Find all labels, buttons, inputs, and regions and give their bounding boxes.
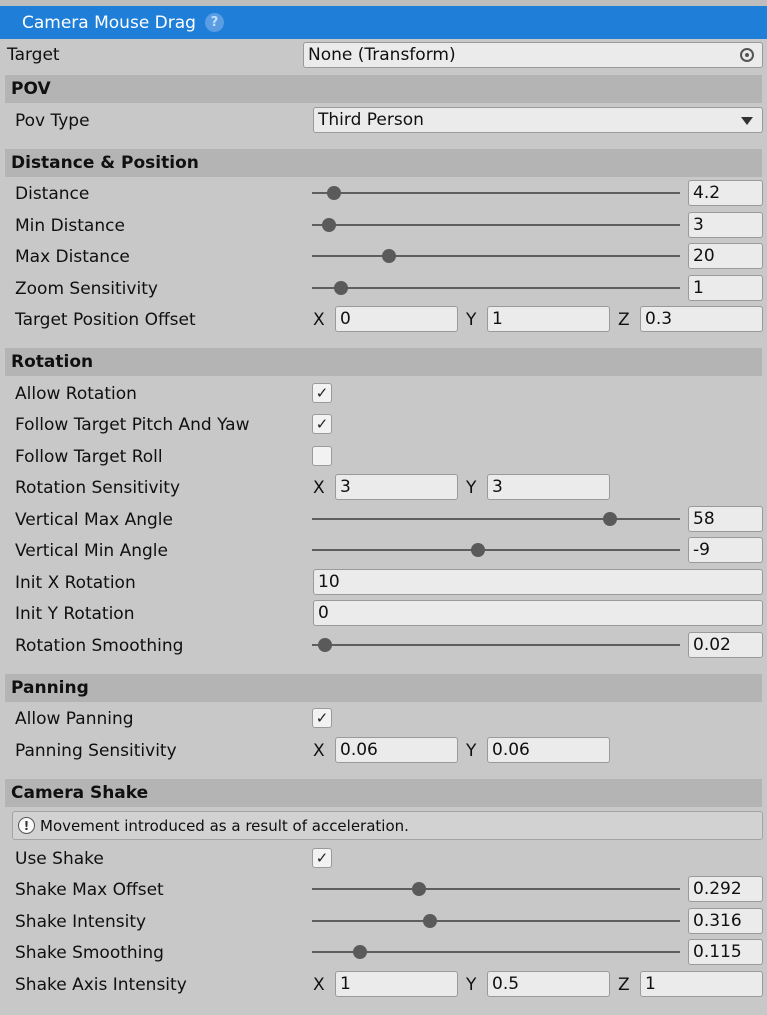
zoom-sensitivity-slider-track[interactable] (312, 287, 680, 289)
panning-sensitivity-x-field[interactable]: 0.06 (335, 737, 458, 763)
zoom-sensitivity-slider-handle[interactable] (334, 281, 348, 295)
init-x-rotation-label: Init X Rotation (15, 573, 136, 593)
shake-axis-intensity-label: Shake Axis Intensity (15, 975, 187, 995)
rotation-sensitivity-x-field[interactable]: 3 (335, 474, 458, 500)
vertical-max-angle-slider-handle[interactable] (603, 512, 617, 526)
min-distance-slider-handle[interactable] (322, 218, 336, 232)
component-title: Camera Mouse Drag (22, 12, 196, 33)
rotation-smoothing-slider-track[interactable] (312, 644, 680, 646)
use-shake-checkbox[interactable]: ✓ (312, 848, 332, 868)
vertical-max-angle-slider-track[interactable] (312, 518, 680, 520)
follow-pitch-yaw-checkbox[interactable]: ✓ (312, 414, 332, 434)
distance-label: Distance (15, 184, 90, 204)
axis-x-label: X (313, 741, 325, 761)
axis-z-label: Z (618, 975, 630, 995)
shake-max-offset-label: Shake Max Offset (15, 880, 164, 900)
chevron-down-icon[interactable] (741, 117, 753, 125)
target-offset-z-field[interactable]: 0.3 (640, 306, 763, 332)
follow-roll-checkbox[interactable] (312, 446, 332, 466)
section-header-distance-position[interactable]: Distance & Position (5, 149, 762, 177)
help-icon[interactable]: ? (205, 13, 224, 32)
allow-rotation-checkbox[interactable]: ✓ (312, 383, 332, 403)
max-distance-field[interactable]: 20 (688, 243, 763, 269)
axis-y-label: Y (466, 741, 477, 761)
shake-smoothing-slider-handle[interactable] (353, 945, 367, 959)
init-x-rotation-field[interactable]: 10 (313, 569, 763, 595)
max-distance-slider-track[interactable] (312, 255, 680, 257)
init-y-rotation-field[interactable]: 0 (313, 600, 763, 626)
section-header-rotation[interactable]: Rotation (5, 348, 762, 376)
rotation-sensitivity-y-field[interactable]: 3 (487, 474, 610, 500)
distance-slider-handle[interactable] (327, 186, 341, 200)
vertical-max-angle-label: Vertical Max Angle (15, 510, 173, 530)
vertical-min-angle-slider-handle[interactable] (471, 543, 485, 557)
min-distance-slider-track[interactable] (312, 224, 680, 226)
shake-axis-x-field[interactable]: 1 (335, 971, 458, 997)
vertical-min-angle-field[interactable]: -9 (688, 537, 763, 563)
rotation-smoothing-slider-handle[interactable] (318, 638, 332, 652)
target-object-field[interactable]: None (Transform) (303, 42, 763, 68)
rotation-sensitivity-label: Rotation Sensitivity (15, 478, 181, 498)
axis-y-label: Y (466, 975, 477, 995)
info-icon: ! (18, 817, 35, 834)
min-distance-label: Min Distance (15, 216, 125, 236)
rotation-smoothing-field[interactable]: 0.02 (688, 632, 763, 658)
shake-intensity-field[interactable]: 0.316 (688, 908, 763, 934)
vertical-max-angle-field[interactable]: 58 (688, 506, 763, 532)
shake-axis-y-field[interactable]: 0.5 (487, 971, 610, 997)
shake-intensity-slider-track[interactable] (312, 920, 680, 922)
shake-max-offset-slider-handle[interactable] (412, 882, 426, 896)
distance-field[interactable]: 4.2 (688, 180, 763, 206)
min-distance-field[interactable]: 3 (688, 212, 763, 238)
zoom-sensitivity-label: Zoom Sensitivity (15, 279, 158, 299)
panning-sensitivity-y-field[interactable]: 0.06 (487, 737, 610, 763)
shake-intensity-label: Shake Intensity (15, 912, 147, 932)
axis-x-label: X (313, 310, 325, 330)
target-offset-x-field[interactable]: 0 (335, 306, 458, 332)
distance-slider-track[interactable] (312, 192, 680, 194)
target-offset-y-field[interactable]: 1 (487, 306, 610, 332)
allow-panning-label: Allow Panning (15, 709, 134, 729)
vertical-min-angle-label: Vertical Min Angle (15, 541, 168, 561)
axis-y-label: Y (466, 478, 477, 498)
target-position-offset-label: Target Position Offset (15, 310, 196, 330)
axis-x-label: X (313, 975, 325, 995)
shake-smoothing-field[interactable]: 0.115 (688, 939, 763, 965)
rotation-smoothing-label: Rotation Smoothing (15, 636, 184, 656)
section-header-pov[interactable]: POV (5, 75, 762, 103)
pov-type-label: Pov Type (15, 111, 90, 131)
follow-pitch-yaw-label: Follow Target Pitch And Yaw (15, 415, 250, 435)
shake-intensity-slider-handle[interactable] (423, 914, 437, 928)
allow-rotation-label: Allow Rotation (15, 384, 137, 404)
vertical-min-angle-slider-track[interactable] (312, 549, 680, 551)
shake-smoothing-slider-track[interactable] (312, 951, 680, 953)
panning-sensitivity-label: Panning Sensitivity (15, 741, 177, 761)
use-shake-label: Use Shake (15, 849, 104, 869)
zoom-sensitivity-field[interactable]: 1 (688, 275, 763, 301)
follow-roll-label: Follow Target Roll (15, 447, 163, 467)
max-distance-label: Max Distance (15, 247, 130, 267)
info-message: Movement introduced as a result of acceleration. (40, 816, 409, 835)
max-distance-slider-handle[interactable] (382, 249, 396, 263)
target-label: Target (7, 45, 60, 65)
pov-type-dropdown[interactable]: Third Person (313, 107, 763, 133)
component-header[interactable] (0, 6, 767, 39)
info-help-box (12, 811, 763, 840)
shake-smoothing-label: Shake Smoothing (15, 943, 164, 963)
shake-axis-z-field[interactable]: 1 (640, 971, 763, 997)
axis-x-label: X (313, 478, 325, 498)
section-header-camera-shake[interactable]: Camera Shake (5, 779, 762, 807)
section-header-panning[interactable]: Panning (5, 674, 762, 702)
init-y-rotation-label: Init Y Rotation (15, 604, 135, 624)
shake-max-offset-field[interactable]: 0.292 (688, 876, 763, 902)
axis-z-label: Z (618, 310, 630, 330)
object-picker-icon[interactable] (740, 48, 754, 62)
shake-max-offset-slider-track[interactable] (312, 888, 680, 890)
axis-y-label: Y (466, 310, 477, 330)
allow-panning-checkbox[interactable]: ✓ (312, 708, 332, 728)
